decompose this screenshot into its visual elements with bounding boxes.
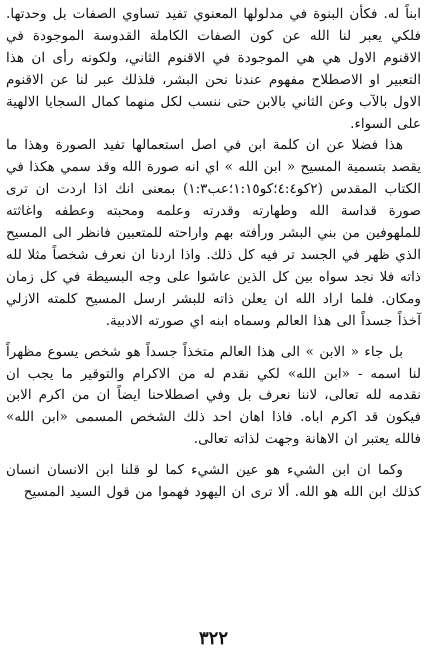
paragraph-3: بل جاء « الابن » الى هذا العالم متخذاً جسداً هو شخص يسوع مظهراً لنا اسمه - «ابن الله» لكي نقدم له من الاكرام والتوقير ما يجب ان نقدمه لله تعالى، لاننا نعرف بل وفي اصطلاحنا ايضاً ان من اكرم الابن فيكون قد اكرم اباه. فاذا اهان احد ذلك الشخص المسمى «ابن الله» فالله يعتبر ان الاهانة وجهت لذاته تعالى.	[6, 343, 421, 448]
paragraph-4: وكما ان ابن الشيء هو عين الشيء كما لو قلنا ابن الانسان انسان كذلك ابن الله هو الله. ألا ترى ان اليهود فهموا من قول السيد المسيح	[6, 462, 421, 501]
paragraph-1: ابناً له. فكأن البنوة في مدلولها المعنوي تفيد تساوي الصفات بل وحدتها. فلكي يعبر لنا الله عن كون الصفات الكاملة القدوسة الموجودة في الاقنوم الاول هي هي الموجودة في الاقنوم الثاني، ولكونه رأى ان هذا التعبير او الاصطلاح مفهوم عندنا نحن البشر، فلذلك عبر لنا عن الاقنوم الاول بالآب وعن الثاني بالابن حتى ننسب لكل منهما كمال السجايا الالهية على السواء.	[6, 6, 421, 132]
paragraph-2: هذا فضلا عن ان كلمة ابن في اصل استعمالها تفيد الصورة وهذا ما يقصد بتسمية المسيح « ابن الله » اي انه صورة الله وقد سمي هكذا في الكتاب المقدس (٢كو٤:٤؛كو١:١٥؛عب١:٣) بمعنى انك اذا اردت ان ترى صورة قداسة الله وطهارته وقدرته وعلمه ومحبته وعطفه واغاثته للملهوفين من بني البشر ورأفته بهم واراحته للمتعبين فانظر الى المسيح الذي ظهر في الجسد تر فيه كل ذلك. واذا اردنا ان نعرف شخصاً مثلا لله ذاته فلا نجد سواه بين كل الذين عاشوا على وجه البسيطة في كل زمان ومكان. فلما اراد الله ان يعلن ذاته للبشر ارسل المسيح كلمته الازلي آخذاً جسداً الى هذا العالم وسماه ابنه اي صورته الادبية.	[6, 137, 421, 329]
page-number: ٣٢٢	[198, 628, 228, 649]
book-page	[6, 4, 421, 624]
